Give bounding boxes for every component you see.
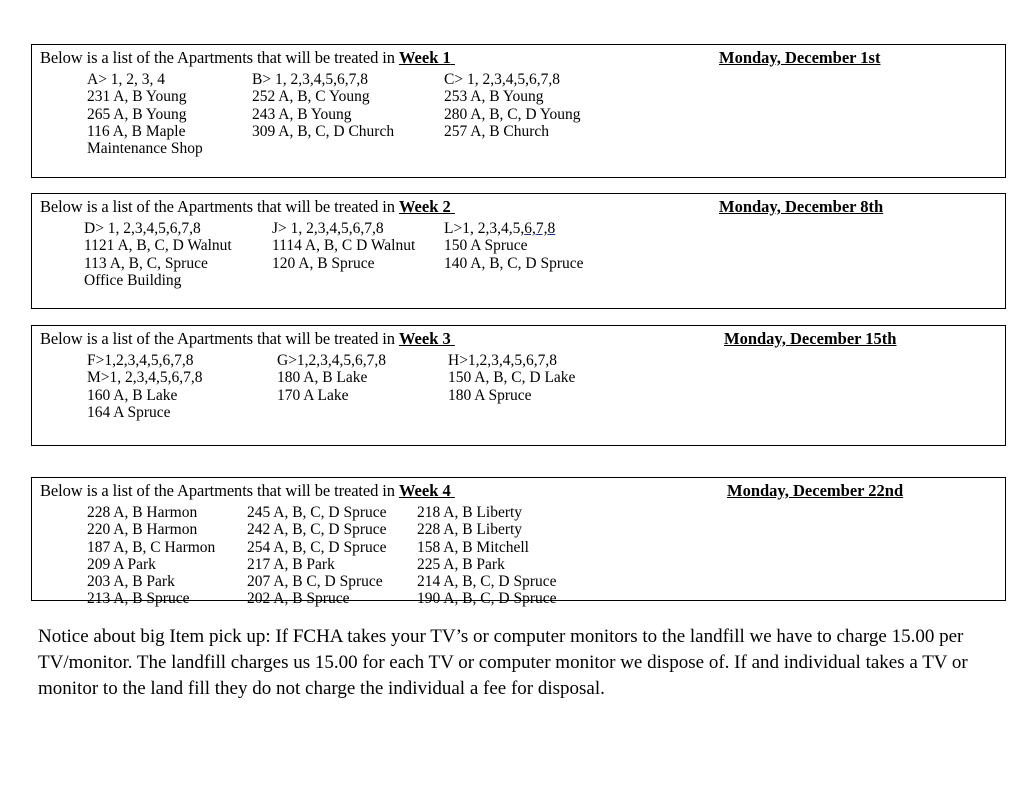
list-item: 252 A, B, C Young bbox=[252, 88, 370, 106]
list-item: 158 A, B Mitchell bbox=[417, 538, 529, 556]
list-item-underlined-part[interactable]: 6,7,8 bbox=[524, 220, 556, 237]
week-3-columns bbox=[32, 352, 1005, 440]
list-item: 280 A, B, C, D Young bbox=[444, 105, 581, 123]
list-item-prefix: L>1, 2,3,4,5, bbox=[444, 220, 525, 237]
list-item: D> 1, 2,3,4,5,6,7,8 bbox=[84, 220, 201, 237]
week-4-label-trailing-space bbox=[451, 481, 455, 500]
week-3-box bbox=[31, 325, 1006, 446]
list-item: 140 A, B, C, D Spruce bbox=[444, 254, 584, 272]
list-item: 225 A, B Park bbox=[417, 555, 505, 573]
list-item: 214 A, B, C, D Spruce bbox=[417, 573, 557, 591]
list-item: 228 A, B Liberty bbox=[417, 521, 523, 539]
week-3-date: Monday, December 15th bbox=[724, 329, 897, 348]
list-item: 257 A, B Church bbox=[444, 122, 550, 140]
week-2-box bbox=[31, 193, 1006, 309]
week-3-header-sentence: Below is a list of the Apartments that will be treated in bbox=[40, 329, 399, 348]
week-3-header bbox=[32, 326, 1005, 352]
list-item: 150 A, B, C, D Lake bbox=[448, 369, 576, 387]
list-item: 150 A Spruce bbox=[444, 237, 528, 255]
week-2-columns bbox=[32, 220, 1005, 306]
list-item: H>1,2,3,4,5,6,7,8 bbox=[448, 352, 558, 369]
list-item: 228 A, B Harmon bbox=[87, 504, 198, 521]
list-item: 180 A, B Lake bbox=[277, 369, 368, 387]
list-item: C> 1, 2,3,4,5,6,7,8 bbox=[444, 71, 560, 88]
week-2-label: Week 2 bbox=[398, 197, 451, 216]
week-2-header bbox=[32, 194, 1005, 220]
list-item: 113 A, B, C, Spruce bbox=[84, 254, 208, 272]
list-item: F>1,2,3,4,5,6,7,8 bbox=[87, 352, 194, 369]
week-3-column-2 bbox=[277, 352, 386, 404]
week-3-label: Week 3 bbox=[398, 329, 451, 348]
list-item: 218 A, B Liberty bbox=[417, 504, 523, 521]
list-item: 254 A, B, C, D Spruce bbox=[247, 538, 387, 556]
week-3-label-trailing-space bbox=[451, 329, 455, 348]
week-2-date: Monday, December 8th bbox=[719, 197, 884, 216]
week-4-box bbox=[31, 477, 1006, 608]
week-2-column-3 bbox=[444, 220, 584, 272]
list-item: B> 1, 2,3,4,5,6,7,8 bbox=[252, 71, 368, 88]
list-item: 1114 A, B, C D Walnut bbox=[272, 237, 416, 255]
list-item: 209 A Park bbox=[87, 555, 156, 573]
week-1-label-trailing-space bbox=[451, 48, 455, 67]
week-2-column-2 bbox=[272, 220, 415, 272]
list-item: 207 A, B C, D Spruce bbox=[247, 573, 383, 591]
list-item: M>1, 2,3,4,5,6,7,8 bbox=[87, 369, 203, 387]
week-4-column-1 bbox=[87, 504, 215, 608]
list-item: 180 A Spruce bbox=[448, 386, 532, 404]
week-2-label-trailing-space bbox=[451, 197, 455, 216]
week-1-label: Week 1 bbox=[398, 48, 451, 67]
list-item: 245 A, B, C, D Spruce bbox=[247, 504, 387, 521]
week-4-column-2 bbox=[247, 504, 387, 608]
week-4-header-sentence: Below is a list of the Apartments that will be treated in bbox=[40, 481, 399, 500]
list-item: Office Building bbox=[84, 271, 182, 289]
list-item: 213 A, B Spruce bbox=[87, 590, 190, 608]
week-4-column-3 bbox=[417, 504, 557, 608]
list-item: 309 A, B, C, D Church bbox=[252, 122, 395, 140]
list-item: 164 A Spruce bbox=[87, 403, 171, 421]
list-item: 1121 A, B, C, D Walnut bbox=[84, 237, 232, 255]
week-1-column-2 bbox=[252, 71, 394, 140]
week-1-date: Monday, December 1st bbox=[719, 48, 881, 67]
list-item: 265 A, B Young bbox=[87, 105, 187, 123]
week-1-header-sentence: Below is a list of the Apartments that will be treated in bbox=[40, 48, 399, 67]
list-item: G>1,2,3,4,5,6,7,8 bbox=[277, 352, 387, 369]
list-item: 220 A, B Harmon bbox=[87, 521, 198, 539]
week-1-columns bbox=[32, 71, 1005, 171]
list-item-with-link bbox=[444, 220, 584, 237]
bottom-notice: Notice about big Item pick up: If FCHA takes your TV’s or computer monitors to the landfill we have to charge 15.00 per TV/monitor. The landfill charges us 15.00 for each TV or computer monitor we dispose of. If and individual takes a TV or monitor to the land fill they do not charge the individual a fee for disposal. bbox=[38, 626, 968, 699]
list-item: 253 A, B Young bbox=[444, 88, 544, 106]
list-item: 187 A, B, C Harmon bbox=[87, 538, 216, 556]
list-item: 170 A Lake bbox=[277, 386, 349, 404]
week-2-column-1 bbox=[84, 220, 232, 289]
list-item: 217 A, B Park bbox=[247, 555, 335, 573]
list-item: 243 A, B Young bbox=[252, 105, 352, 123]
week-4-columns bbox=[32, 504, 1005, 608]
week-1-header bbox=[32, 45, 1005, 71]
week-2-header-sentence: Below is a list of the Apartments that will be treated in bbox=[40, 197, 399, 216]
list-item: A> 1, 2, 3, 4 bbox=[87, 71, 166, 88]
list-item: 160 A, B Lake bbox=[87, 386, 178, 404]
week-4-label: Week 4 bbox=[398, 481, 451, 500]
week-4-header bbox=[32, 478, 1005, 504]
list-item: 190 A, B, C, D Spruce bbox=[417, 590, 557, 608]
week-1-column-1 bbox=[87, 71, 203, 157]
week-3-column-3 bbox=[448, 352, 575, 404]
list-item: Maintenance Shop bbox=[87, 140, 203, 158]
list-item: 242 A, B, C, D Spruce bbox=[247, 521, 387, 539]
week-1-column-3 bbox=[444, 71, 581, 140]
list-item: 202 A, B Spruce bbox=[247, 590, 350, 608]
list-item: 116 A, B Maple bbox=[87, 122, 186, 140]
list-item: 120 A, B Spruce bbox=[272, 254, 375, 272]
week-4-date: Monday, December 22nd bbox=[727, 481, 904, 500]
list-item: 203 A, B Park bbox=[87, 573, 175, 591]
week-1-box bbox=[31, 44, 1006, 178]
week-3-column-1 bbox=[87, 352, 203, 421]
list-item: J> 1, 2,3,4,5,6,7,8 bbox=[272, 220, 384, 237]
list-item: 231 A, B Young bbox=[87, 88, 187, 106]
